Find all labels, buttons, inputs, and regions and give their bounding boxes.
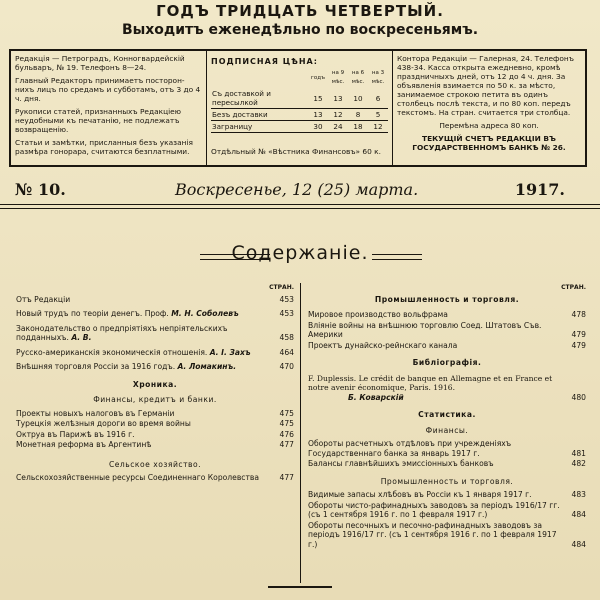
toc-entry[interactable] [308,310,586,320]
section-industry: Промышленность и торговля. [374,294,520,304]
entry-page: 479 [571,340,586,350]
entry-title: Проекты новыхъ налоговъ въ Германіи [16,408,175,418]
fee-note: Статьи и замѣтки, присланныя безъ указанія размѣра гонорара, считаются безплатными. [15,138,193,156]
entry-author: Б. Коварскій [348,392,404,402]
price-head-3m: на 3 мѣс. [371,70,385,85]
divider [0,208,600,209]
toc-entry[interactable] [16,309,294,319]
price-cell: 8 [348,109,368,121]
divider [0,204,600,205]
contents-left-column [16,283,294,488]
price-table [211,68,388,133]
toc-entry[interactable] [308,490,586,500]
issue-number: № 10. [15,180,66,199]
section-statistics: Статистика. [418,410,476,419]
price-cell: 18 [348,121,368,133]
toc-entry[interactable] [16,419,294,429]
editorial-info [11,51,207,165]
subsection-agriculture: Сельское хозяйство. [108,459,202,469]
entry-title: Новый трудъ по теоріи денегъ. Проф. [16,309,169,318]
entry-title: Октруа въ Парижѣ въ 1916 г. [16,429,135,439]
entry-page: 481 [571,448,586,458]
issue-date: Воскресенье, 12 (25) марта. [175,180,419,199]
entry-page: 477 [279,440,294,449]
toc-entry[interactable] [308,341,586,351]
office-info [393,51,585,165]
entry-page: 475 [279,408,294,418]
entry-page: 484 [571,539,586,549]
price-row-label: Безъ доставки [211,109,308,121]
entry-author: М. Н. Соболевъ [171,309,239,318]
editor-hours: Главный Редакторъ принимаетъ посторон-нихъ лицъ по средамъ и субботамъ, отъ 3 до 4 ч. дня. [15,76,201,103]
subsection-stats-industry: Промышленность и торговля. [380,476,514,486]
entry-page: 477 [279,473,294,482]
entry-page: 476 [279,429,294,439]
entry-page: 470 [279,362,294,371]
contents-title: Содержаніе. [231,242,369,264]
price-cell: 30 [308,121,328,133]
price-cell: 10 [348,88,368,109]
price-cell: 12 [368,121,388,133]
page-column-label: СТРАН. [269,284,294,291]
price-cell: 5 [368,109,388,121]
toc-entry[interactable] [16,348,294,358]
entry-title: Законодательство о предпріятіяхъ непріятельскихъ подданныхъ. [16,323,228,342]
entry-page: 475 [279,419,294,428]
entry-author: А. І. Захъ [209,347,251,357]
price-cell: 13 [308,109,328,121]
entry-title: Балансы главнѣйшихъ эмиссіонныхъ банковъ [308,459,494,468]
entry-title: Мировое производство вольфрама [308,310,448,319]
office-address: Контора Редакціи — Галерная, 24. Телефонъ 438-34. Касса открыта ежедневно, кромѣ праздничныхъ дней, отъ 12 до 4 ч. дня. За объявленія взимается по 50 к. за мѣсто, занимаемое строкою петита въ одинъ столбецъ послѣ текста, и по 80 коп. передъ текстомъ. На стран. считается три столбца. [397,54,574,117]
section-chronicle: Хроника. [132,379,178,389]
entry-title: Видимые запасы хлѣбовъ въ Россіи къ 1 января 1917 г. [308,490,532,499]
toc-entry[interactable] [16,362,294,372]
entry-page: 482 [571,459,586,468]
price-cell: 12 [328,109,348,121]
price-row-label: Съ доставкой и пересылкой [211,88,308,109]
issue-line [15,180,585,202]
bottom-rule [268,586,332,588]
toc-entry[interactable] [308,521,586,550]
ornament-right [372,254,422,260]
contents-right-column [308,283,586,550]
entry-page: 464 [279,347,294,357]
entry-title: Проектъ дунайско-рейнскаго канала [308,340,458,350]
entry-title: Отъ Редакціи [16,294,71,304]
price-head-9m: на 9 мѣс. [331,70,345,85]
page-column-label: СТРАН. [561,284,586,291]
toc-entry[interactable] [308,374,586,403]
single-issue-price: Отдѣльный № «Вѣстника Финансовъ» 60 к. [211,147,381,156]
column-divider [300,283,301,583]
entry-page: 479 [571,330,586,339]
price-head-6m: на 6 мѣс. [351,70,365,85]
entry-title: Сельскохозяйственные ресурсы Соединеннаго Королевства [16,473,260,482]
toc-entry[interactable] [308,439,586,458]
entry-title: Обороты чисто-рафинадныхъ заводовъ за періодъ 1916/17 гг. (съ 1 сентября 1916 г. по 1 февраля 1917 г.) [308,500,560,519]
entry-page: 483 [571,490,586,499]
entry-title: F. Duplessis. Le crédit de banque en Allemagne et en France et notre avenir économique, Paris. 1916. [308,373,553,392]
toc-entry[interactable] [16,440,294,450]
entry-page: 484 [571,510,586,519]
toc-entry[interactable] [16,324,294,343]
entry-title: Турецкія желѣзныя дороги во время войны [16,419,191,428]
price-row [211,121,388,133]
info-box [9,49,587,167]
price-row-label: Заграницу [211,121,308,133]
entry-title: Обороты расчетныхъ отдѣловъ при учрежденіяхъ Государственнаго банка за январь 1917 г. [308,439,512,458]
subsection-stats-finance: Финансы. [425,425,469,435]
toc-entry[interactable] [16,295,294,305]
price-row [211,109,388,121]
price-head-year: годъ [311,74,325,81]
subscription-info [207,51,393,165]
price-header-row [211,68,388,88]
toc-entry[interactable] [308,321,586,340]
price-cell: 6 [368,88,388,109]
toc-entry[interactable] [308,501,586,520]
address-change-fee: Перемѣна адреса 80 коп. [439,121,539,130]
issue-year: 1917. [514,180,565,199]
entry-page: 453 [279,294,294,304]
entry-title: Обороты песочныхъ и песочно-рафинадныхъ заводовъ за періодъ 1916/17 гг. (съ 1 сентября 1916 г. по 1 февраля 1917 г.) [308,520,557,549]
entry-author: А. В. [71,333,92,342]
price-cell: 13 [328,88,348,109]
toc-entry[interactable] [16,473,294,483]
price-cell: 24 [328,121,348,133]
entry-page: 480 [571,392,586,402]
price-title: ПОДПИСНАЯ ЦѢНА: [211,57,318,66]
manuscripts-note: Рукописи статей, признанныхъ Редакціею неудобными къ печатанію, не подлежатъ возвращенію. [15,107,181,134]
price-row [211,88,388,109]
toc-entry[interactable] [308,459,586,469]
toc-entry[interactable] [16,430,294,440]
entry-title: Русско-американскія экономическія отношенія. [16,347,208,357]
entry-page: 478 [571,310,586,319]
frequency-heading: Выходитъ еженедѣльно по воскресеньямъ. [121,22,479,38]
year-heading: ГОДЪ ТРИДЦАТЬ ЧЕТВЕРТЫЙ. [156,2,444,20]
entry-title: Внѣшняя торговля Россіи за 1916 годъ. [16,362,176,371]
price-cell: 15 [308,88,328,109]
editorial-address: Редакція — Петроградъ, Конногвардейскій бульваръ, № 19. Телефонъ 8—24. [15,54,185,72]
entry-title: Монетная реформа въ Аргентинѣ [16,440,152,449]
entry-author: А. Ломакинъ. [177,362,237,371]
bank-account: ТЕКУЩІЙ СЧЕТЪ РЕДАКЦІИ ВЪ ГОСУДАРСТВЕННОМЪ БАНКѢ № 26. [412,134,566,152]
subsection-finance: Финансы, кредитъ и банки. [93,395,217,404]
entry-page: 453 [279,309,294,318]
entry-title: Вліяніе войны на внѣшнюю торговлю Соед. Штатовъ Съв. Америки [308,320,542,339]
entry-page: 458 [279,333,294,342]
toc-entry[interactable] [16,409,294,419]
section-bibliography: Библіографія. [412,358,482,367]
